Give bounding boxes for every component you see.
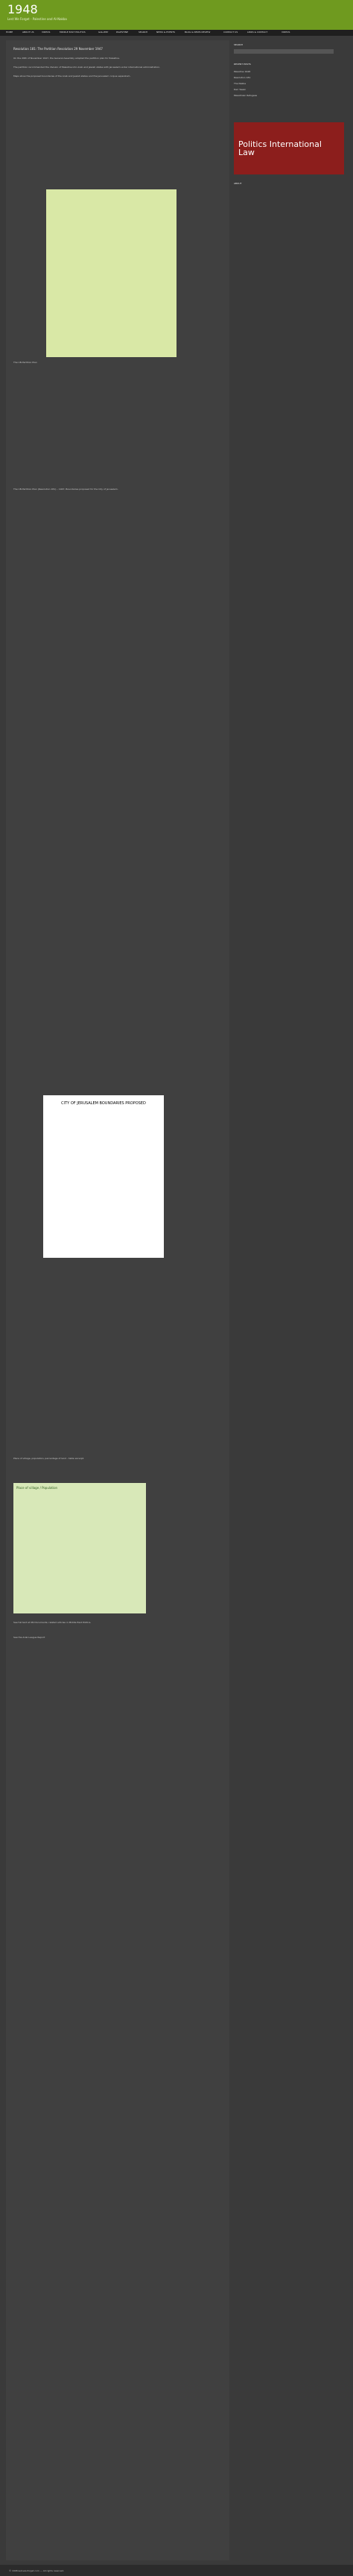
sidebar-link[interactable]: Deir Yassin	[234, 88, 247, 91]
main-content	[6, 40, 229, 2560]
search-label: SEARCH	[234, 43, 244, 46]
nav-item-search[interactable]: SEARCH	[139, 31, 148, 34]
content-wrap	[0, 36, 353, 2563]
promo-box[interactable]	[234, 122, 344, 174]
bottom-caption: See the Arab League Report	[13, 1636, 45, 1639]
map-caption: The UN Partition Plan	[13, 361, 37, 364]
nav-item-about[interactable]: ABOUT US	[22, 31, 34, 34]
nav-item-news[interactable]: NEWS & EVENTS	[156, 31, 176, 34]
nav-item-palestine[interactable]: PALESTINE	[116, 31, 128, 34]
sidebar-link[interactable]: Palestinian Refugees	[234, 94, 258, 97]
table-caption: Place of village / Population	[16, 1486, 58, 1490]
sidebar-link[interactable]: Resolution 181	[234, 76, 251, 79]
jerusalem-boundaries-map-image	[43, 1095, 164, 1258]
nav-item-links[interactable]: LINKS & CONTACT	[247, 31, 268, 34]
partition-map-image	[46, 189, 176, 357]
site-tagline: Lest We Forget - Palestine and Al-Nakba	[7, 17, 67, 21]
about-label: ABOUT	[234, 182, 242, 185]
paragraph: Place of village, population, percentage of land – table excerpt.	[13, 1457, 85, 1460]
sidebar-link[interactable]: Palestine 1948	[234, 70, 251, 73]
nav-item-blog[interactable]: BLOG & NEWS REVIEW	[185, 31, 211, 34]
map-title: CITY OF JERUSALEM BOUNDARIES PROPOSED	[61, 1101, 146, 1106]
site-header	[0, 0, 353, 30]
main-nav	[0, 30, 353, 36]
paragraph: Maps show the proposed boundaries of the Arab and Jewish states and the Jerusalem corpus separatum.	[13, 75, 131, 78]
nav-item-politics[interactable]: MIDDLE EAST POLITICS	[60, 31, 86, 34]
nav-item-videos[interactable]: VIDEOS	[42, 31, 51, 34]
paragraph: On the 29th of November 1947, the General Assembly adopted the partition plan for Palestine.	[13, 57, 120, 60]
nav-item-gallery[interactable]: GALLERY	[98, 31, 109, 34]
nav-item-home[interactable]: HOME	[6, 31, 13, 34]
paragraph: The UN Partition Plan (Resolution 181) – 1947; Boundaries proposed for the City of Jerusalem.	[13, 488, 118, 491]
promo-title: Politics International Law	[238, 139, 322, 157]
site-footer	[0, 2565, 353, 2576]
nav-item-contact[interactable]: CONTACT US	[223, 31, 238, 34]
site-title[interactable]: 1948	[7, 2, 38, 16]
search-input[interactable]	[234, 49, 334, 54]
nav-item-videos-2[interactable]: VIDEOS	[282, 31, 290, 34]
post-title[interactable]: Resolution 181: The Partition Resolution 29 November 1947	[13, 47, 103, 51]
categories-label: RECENT POSTS	[234, 63, 251, 66]
paragraph: See full text at UN Documents; related articles in Middle East Politics.	[13, 1621, 92, 1624]
population-table	[13, 1483, 146, 1613]
sidebar-link[interactable]: The Nakba	[234, 82, 247, 85]
sidebar	[234, 40, 347, 2560]
paragraph: The partition recommended the division of Palestine into Arab and Jewish states with Jerusalem under international administration.	[13, 66, 161, 69]
footer-text: © 1948.lest-we-forget.com — All rights reserved.	[9, 2569, 65, 2572]
